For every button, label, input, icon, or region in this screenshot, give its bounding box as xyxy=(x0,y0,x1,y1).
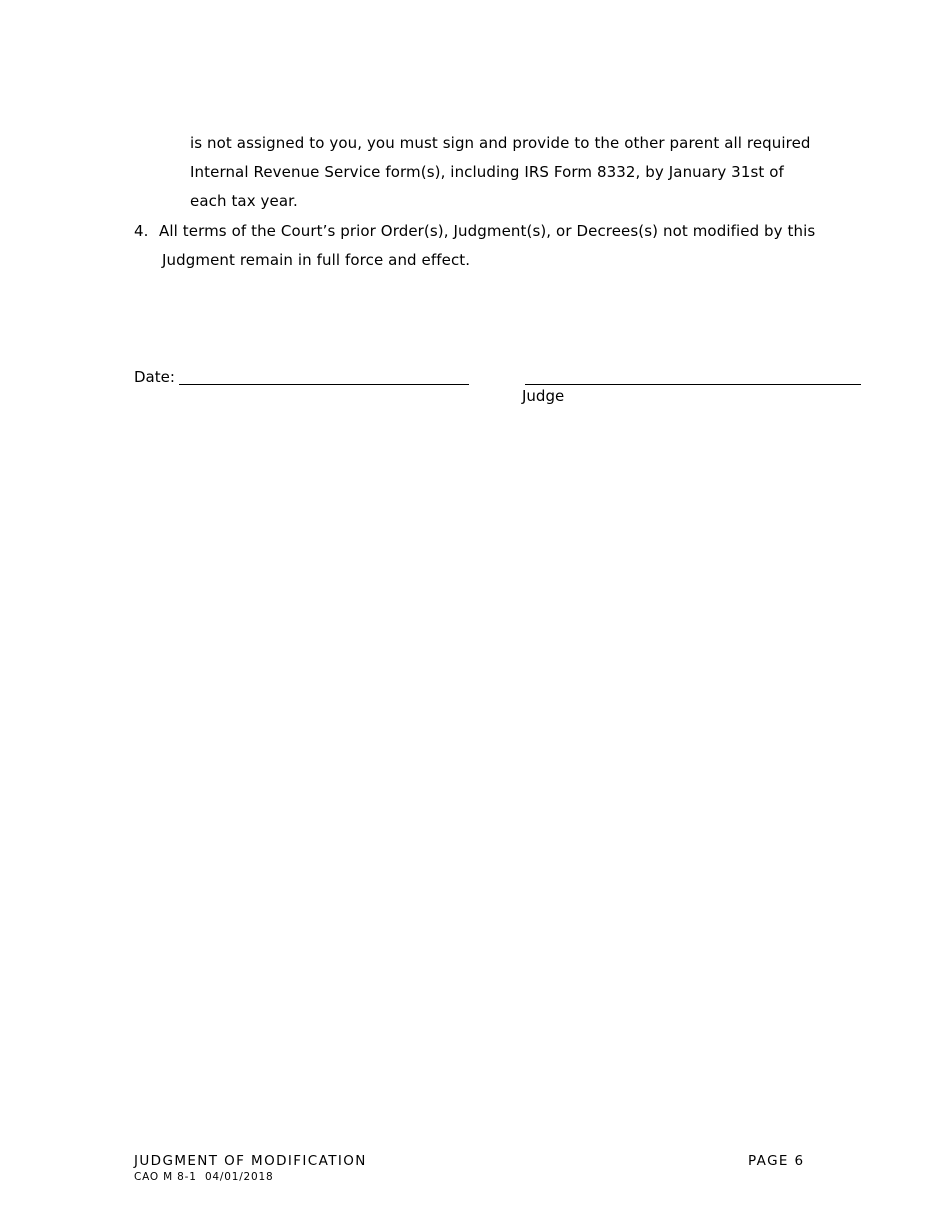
judge-label: Judge xyxy=(522,387,565,405)
footer-page-number: PAGE 6 xyxy=(748,1153,805,1169)
footer-document-title: JUDGMENT OF MODIFICATION xyxy=(134,1153,367,1169)
date-signature-line[interactable] xyxy=(179,384,469,385)
paragraph-line: is not assigned to you, you must sign and provide to the other parent all required xyxy=(190,134,811,152)
item-text-line: Judgment remain in full force and effect. xyxy=(162,251,471,269)
item-number: 4. xyxy=(134,222,149,240)
paragraph-line: Internal Revenue Service form(s), including IRS Form 8332, by January 31st of xyxy=(190,163,784,181)
item-text-line: All terms of the Court’s prior Order(s), Judgment(s), or Decrees(s) not modified by this xyxy=(159,222,816,240)
continued-paragraph xyxy=(190,129,830,216)
paragraph-line: each tax year. xyxy=(190,192,298,210)
footer-form-code: CAO M 8-1 04/01/2018 xyxy=(134,1171,274,1183)
date-label: Date: xyxy=(134,368,175,386)
judge-signature-line[interactable] xyxy=(525,384,861,385)
